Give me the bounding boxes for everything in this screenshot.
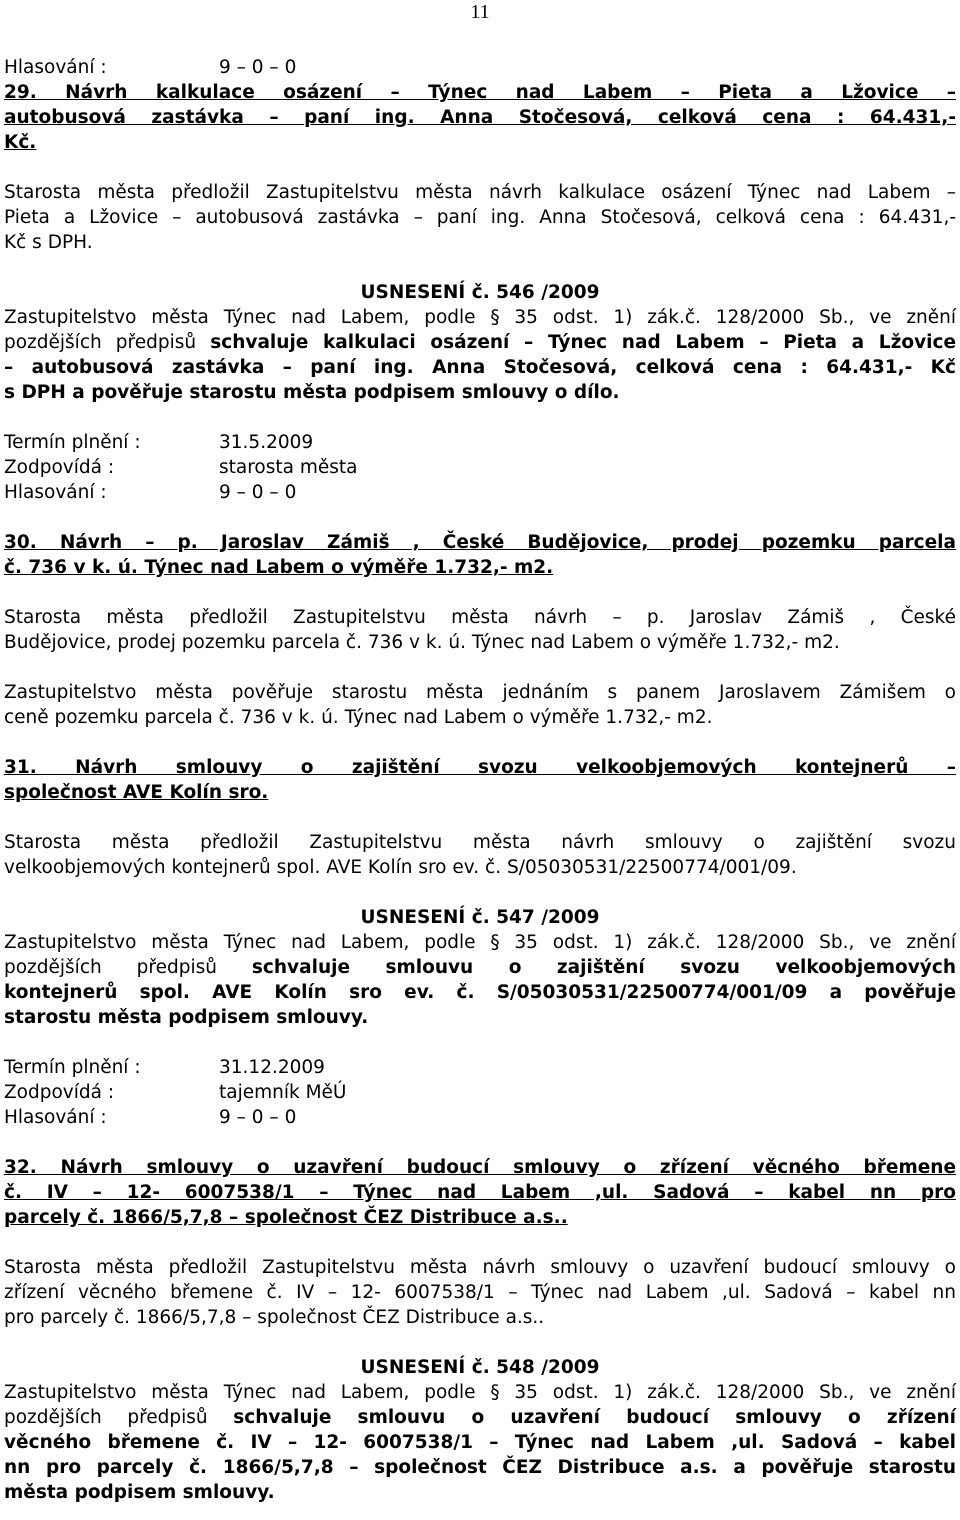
vote-row xyxy=(4,480,956,505)
text-line: Zastupitelstvo města Týnec nad Labem, podle § 35 odst. 1) zák.č. 128/2000 Sb., ve znění xyxy=(4,932,956,953)
text-line: Zastupitelstvo města Týnec nad Labem, podle § 35 odst. 1) zák.č. 128/2000 Sb., ve znění xyxy=(4,307,956,328)
section-30-decision xyxy=(4,680,956,730)
text-span: pozdějších předpisů xyxy=(4,1407,208,1428)
term-value: 31.5.2009 xyxy=(219,432,314,453)
text-line: kontejnerů spol. AVE Kolín sro ev. č. S/05030531/22500774/001/09 a pověřuje xyxy=(4,982,956,1003)
vote-label: Hlasování : xyxy=(4,57,107,78)
text-line xyxy=(4,330,956,355)
vote-row xyxy=(4,55,956,80)
resolution-547 xyxy=(4,930,956,1030)
term-row xyxy=(4,430,956,455)
text-line xyxy=(4,1405,956,1430)
responsible-row xyxy=(4,1080,956,1105)
section-32-heading xyxy=(4,1155,956,1230)
term-row xyxy=(4,1055,956,1080)
section-30-heading xyxy=(4,530,956,580)
heading-line: č. IV – 12- 6007538/1 – Týnec nad Labem ,ul. Sadová – kabel nn pro xyxy=(4,1182,956,1203)
vote-value: 9 – 0 – 0 xyxy=(219,1107,297,1128)
vote-label: Hlasování : xyxy=(4,1107,107,1128)
section-32-intro xyxy=(4,1255,956,1330)
section-31-intro xyxy=(4,830,956,880)
term-value: 31.12.2009 xyxy=(219,1057,325,1078)
vote-value: 9 – 0 – 0 xyxy=(219,57,297,78)
section-29-heading xyxy=(4,80,956,155)
text-line: s DPH a pověřuje starostu města podpisem smlouvy o dílo. xyxy=(4,382,620,403)
resolution-548 xyxy=(4,1380,956,1505)
text-line: Pieta a Lžovice – autobusová zastávka – paní ing. Anna Stočesová, celková cena : 64.431,- xyxy=(4,207,956,228)
text-line: Starosta města předložil Zastupitelstvu města návrh – p. Jaroslav Zámiš , České xyxy=(4,607,956,628)
text-span-bold: schvaluje kalkulaci osázení – Týnec nad Labem – Pieta a Lžovice xyxy=(210,332,956,353)
text-line: Starosta města předložil Zastupitelstvu města návrh kalkulace osázení Týnec nad Labem – xyxy=(4,182,956,203)
responsible-label: Zodpovídá : xyxy=(4,457,115,478)
text-span: pozdějších předpisů xyxy=(4,957,217,978)
responsible-row xyxy=(4,455,956,480)
term-label: Termín plnění : xyxy=(4,1057,141,1078)
resolution-title: USNESENÍ č. 546 /2009 xyxy=(360,282,600,303)
text-line: Budějovice, prodej pozemku parcela č. 736 v k. ú. Týnec nad Labem o výměře 1.732,- m2. xyxy=(4,632,840,653)
responsible-label: Zodpovídá : xyxy=(4,1082,115,1103)
text-line: zřízení věcného břemene č. IV – 12- 6007538/1 – Týnec nad Labem ,ul. Sadová – kabel nn xyxy=(4,1282,956,1303)
text-span-bold: schvaluje smlouvu o uzavření budoucí smlouvy o zřízení xyxy=(233,1407,956,1428)
text-line: Starosta města předložil Zastupitelstvu města návrh smlouvy o zajištění svozu xyxy=(4,832,956,853)
section-29-intro xyxy=(4,180,956,255)
text-span-bold: schvaluje smlouvu o zajištění svozu velkoobjemových xyxy=(251,957,956,978)
text-line: nn pro parcely č. 1866/5,7,8 – společnost ČEZ Distribuce a.s. a pověřuje starostu xyxy=(4,1457,956,1478)
page-number: 11 xyxy=(470,1,490,23)
text-line: – autobusová zastávka – paní ing. Anna Stočesová, celková cena : 64.431,- Kč xyxy=(4,357,956,378)
resolution-title: USNESENÍ č. 547 /2009 xyxy=(360,907,600,928)
text-line: starostu města podpisem smlouvy. xyxy=(4,1007,369,1028)
resolution-546 xyxy=(4,305,956,405)
vote-row xyxy=(4,1105,956,1130)
term-label: Termín plnění : xyxy=(4,432,141,453)
responsible-value: starosta města xyxy=(219,457,358,478)
text-line: velkoobjemových kontejnerů spol. AVE Kolín sro ev. č. S/05030531/22500774/001/09. xyxy=(4,857,797,878)
section-31-heading xyxy=(4,755,956,805)
heading-line: 31. Návrh smlouvy o zajištění svozu velkoobjemových kontejnerů – xyxy=(4,757,956,778)
heading-line: 32. Návrh smlouvy o uzavření budoucí smlouvy o zřízení věcného břemene xyxy=(4,1157,956,1178)
text-line: věcného břemene č. IV – 12- 6007538/1 – Týnec nad Labem ,ul. Sadová – kabel xyxy=(4,1432,956,1453)
document-body xyxy=(4,55,956,1505)
text-line: pro parcely č. 1866/5,7,8 – společnost ČEZ Distribuce a.s.. xyxy=(4,1307,545,1328)
heading-line: 29. Návrh kalkulace osázení – Týnec nad Labem – Pieta a Lžovice – xyxy=(4,82,956,103)
resolution-title: USNESENÍ č. 548 /2009 xyxy=(360,1357,600,1378)
text-span: pozdějších předpisů xyxy=(4,332,197,353)
text-line: města podpisem smlouvy. xyxy=(4,1482,275,1503)
heading-line: společnost AVE Kolín sro. xyxy=(4,782,269,803)
heading-line: parcely č. 1866/5,7,8 – společnost ČEZ Distribuce a.s.. xyxy=(4,1207,568,1228)
text-line: Kč s DPH. xyxy=(4,232,93,253)
text-line: Zastupitelstvo města Týnec nad Labem, podle § 35 odst. 1) zák.č. 128/2000 Sb., ve znění xyxy=(4,1382,956,1403)
heading-line: č. 736 v k. ú. Týnec nad Labem o výměře 1.732,- m2. xyxy=(4,557,554,578)
section-30-intro xyxy=(4,605,956,655)
text-line: Starosta města předložil Zastupitelstvu města návrh smlouvy o uzavření budoucí smlouvy o xyxy=(4,1257,956,1278)
text-line: ceně pozemku parcela č. 736 v k. ú. Týnec nad Labem o výměře 1.732,- m2. xyxy=(4,707,713,728)
heading-line: autobusová zastávka – paní ing. Anna Stočesová, celková cena : 64.431,- xyxy=(4,107,956,128)
responsible-value: tajemník MěÚ xyxy=(219,1082,347,1103)
vote-label: Hlasování : xyxy=(4,482,107,503)
vote-value: 9 – 0 – 0 xyxy=(219,482,297,503)
heading-line: 30. Návrh – p. Jaroslav Zámiš , České Budějovice, prodej pozemku parcela xyxy=(4,532,956,553)
heading-line: Kč. xyxy=(4,132,37,153)
text-line: Zastupitelstvo města pověřuje starostu města jednáním s panem Jaroslavem Zámišem o xyxy=(4,682,956,703)
text-line xyxy=(4,955,956,980)
